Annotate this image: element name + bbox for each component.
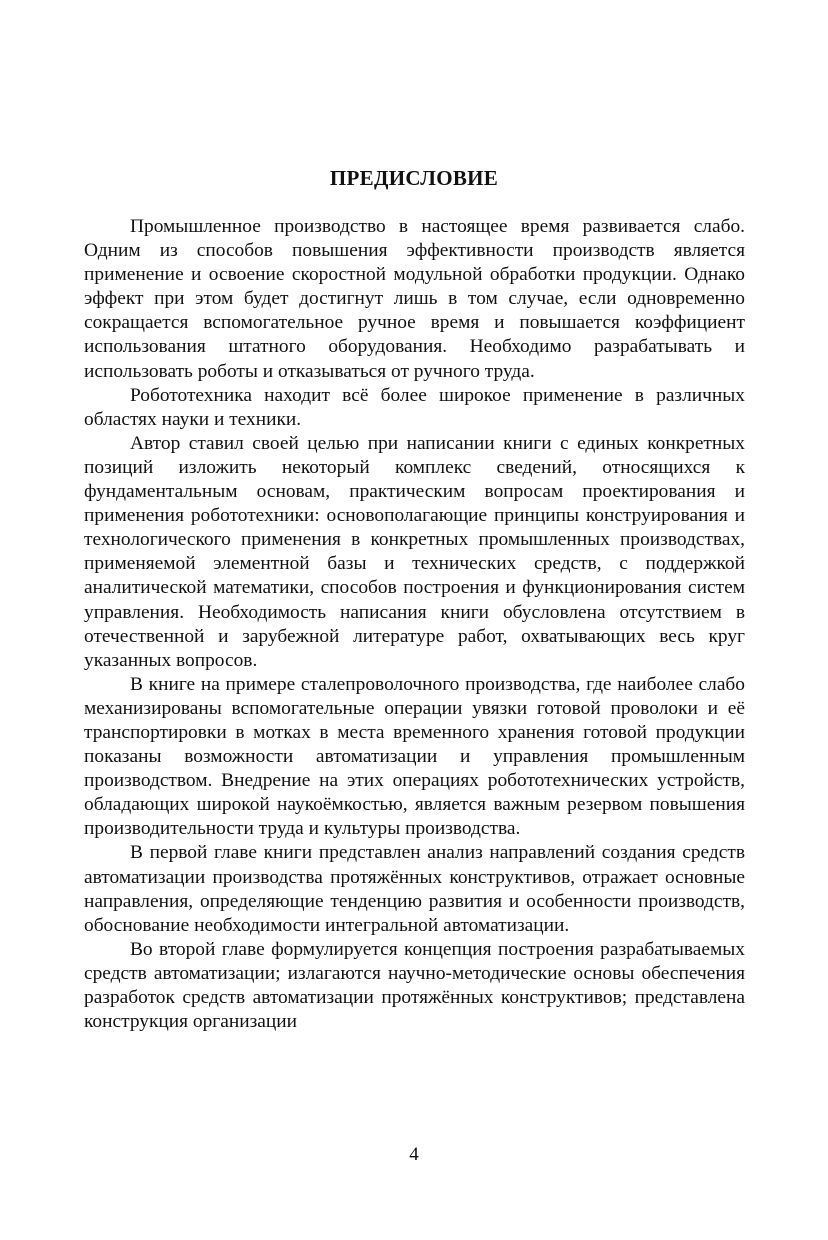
page-title: ПРЕДИСЛОВИЕ bbox=[329, 166, 499, 190]
page-number: 4 bbox=[409, 1144, 419, 1165]
paragraph-intro: Промышленное производство в настоящее время развивается слабо. Одним из способов повышения эффективности производств является применение и освоение скоростной модульной обработки продукции. Однако эффект при этом будет достигнут лишь в том случае, если одновременно сокращается вспомогательное ручное время и повышается коэффициент использования штатного оборудования. Необходимо разрабатывать и использовать роботы и отказываться от ручного труда. bbox=[84, 216, 745, 382]
body-text bbox=[84, 215, 745, 1034]
paragraph-robotics: Робототехника находит всё более широкое применение в различных областях науки и техники. bbox=[84, 384, 745, 430]
paragraph-example: В книге на примере сталепроволочного производства, где наиболее слабо механизированы вспомогательные операции увязки готовой проволоки и её транспортировки в мотках в места временного хранения готовой продукции показаны возможности автоматизации и управления промышленным производством. Внедрение на этих операциях робототехнических устройств, обладающих широкой наукоёмкостью, является важным резервом повышения производительности труда и культуры производства. bbox=[84, 673, 745, 840]
paragraph-chapter-one: В первой главе книги представлен анализ направлений создания средств автоматизации производства протяжённых конструктивов, отражает основные направления, определяющие тенденцию развития и особенности производств, обоснование необходимости интегральной автоматизации. bbox=[84, 842, 745, 936]
paragraph-chapter-two: Во второй главе формулируется концепция построения разрабатываемых средств автоматизации; излагаются научно-методические основы обеспечения разработок средств автоматизации протяжённых конструктивов; представлена конструкция организации bbox=[84, 938, 745, 1033]
paragraph-author-goal: Автор ставил своей целью при написании книги с единых конкретных позиций изложить некоторый комплекс сведений, относящихся к фундаментальным основам, практическим вопросам проектирования и применения робототехники: основополагающие принципы конструирования и технологического применения в конкретных промышленных производствах, применяемой элементной базы и технических средств, с поддержкой аналитической математики, способов построения и функционирования систем управления. Необходимость написания книги обусловлена отсутствием в отечественной и зарубежной литературе работ, охватывающих весь круг указанных вопросов. bbox=[84, 432, 745, 671]
